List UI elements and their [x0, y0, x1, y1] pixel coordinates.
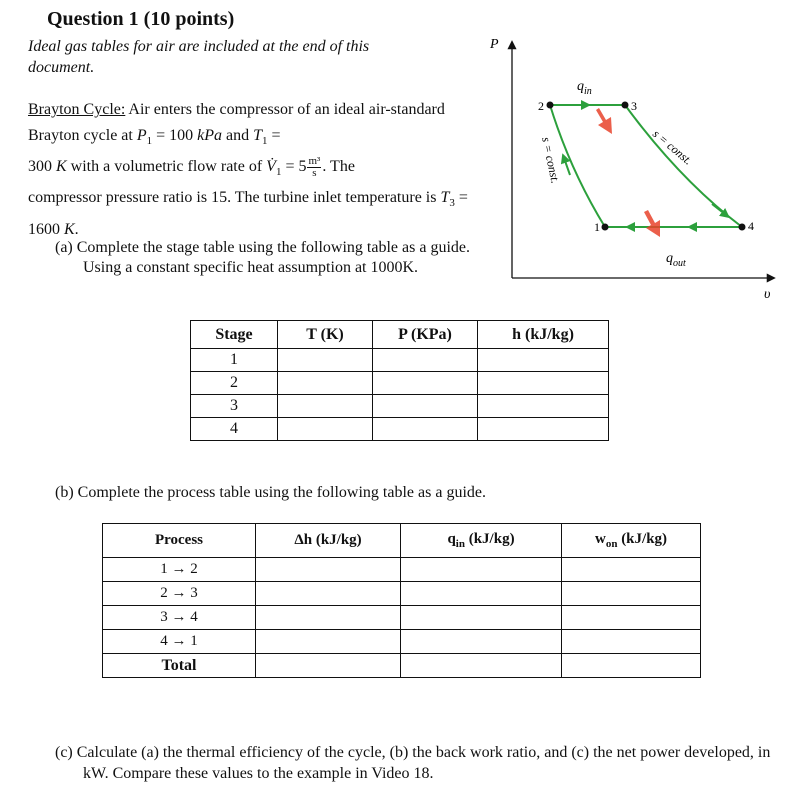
q-in-cell[interactable]	[401, 558, 562, 582]
question-intro: Ideal gas tables for air are included at the end of this document.	[28, 38, 370, 76]
t1-value: 300	[28, 158, 56, 176]
enthalpy-cell[interactable]	[478, 395, 609, 418]
state-label-2: 2	[538, 99, 544, 113]
end-period: .	[74, 220, 79, 238]
pressure-cell[interactable]	[373, 418, 478, 441]
q-in-subscript: in	[584, 86, 592, 97]
w-on-total-cell[interactable]	[562, 654, 701, 678]
header-delta-h: Δh (kJ/kg)	[256, 524, 401, 558]
pressure-cell[interactable]	[373, 372, 478, 395]
p-axis-label: P	[490, 37, 499, 52]
header-w-on	[562, 524, 701, 558]
part-c-text: (c) Calculate (a) the thermal efficiency of the cycle, (b) the back work ratio, and (c) the net power developed, in kW. Compare these values to the example in Video 18.	[55, 744, 771, 782]
q-in-symbol: q	[577, 79, 584, 94]
t1-equals: =	[267, 127, 281, 144]
p1-value: = 100	[152, 127, 198, 144]
problem-heading: Brayton Cycle:	[28, 101, 126, 118]
problem-line1: Air enters the compressor of an ideal air-standard Brayton cycle at	[28, 101, 445, 144]
table-row	[103, 606, 701, 630]
table-row	[191, 372, 609, 395]
q-subscript: in	[455, 538, 465, 550]
q-in-cell[interactable]	[401, 582, 562, 606]
part-a-text: (a) Complete the stage table using the following table as a guide. Using a constant specific heat assumption at 1000K.	[55, 239, 470, 276]
stage-table-header	[191, 321, 609, 349]
process-label: 4 → 1	[103, 630, 256, 654]
process-label: 1 → 2	[103, 558, 256, 582]
process-label: 2 → 3	[103, 582, 256, 606]
stage-number: 1	[191, 349, 278, 372]
question-title: Question 1 (10 points)	[47, 8, 235, 30]
t1-symbol: T	[253, 127, 263, 144]
p1-subscript: 1	[146, 135, 153, 148]
s-const-left-label: s = const.	[539, 135, 563, 185]
delta-h-total-cell[interactable]	[256, 654, 401, 678]
table-row	[191, 349, 609, 372]
t3-unit: K	[64, 220, 75, 238]
problem-statement	[28, 97, 483, 243]
delta-h-cell[interactable]	[256, 606, 401, 630]
v1-unit-numerator: m³	[308, 155, 321, 168]
table-row	[191, 395, 609, 418]
table-row	[191, 418, 609, 441]
w-on-cell[interactable]	[562, 582, 701, 606]
v1-unit-fraction	[307, 156, 321, 179]
pressure-cell[interactable]	[373, 395, 478, 418]
w-on-cell[interactable]	[562, 630, 701, 654]
t3-subscript: 3	[449, 197, 455, 210]
state-label-1: 1	[594, 220, 600, 234]
state-point-3	[622, 102, 629, 109]
table-row	[103, 630, 701, 654]
t1-unit: K	[56, 158, 67, 176]
part-b-text: (b) Complete the process table using the following table as a guide.	[55, 484, 486, 501]
s-const-right-label: s = const.	[650, 126, 696, 168]
process-label: 3 → 4	[103, 606, 256, 630]
w-subscript: on	[605, 538, 618, 550]
stage-table	[190, 320, 609, 441]
the-text: . The	[322, 158, 355, 176]
flow-text: with a volumetric flow rate of	[66, 158, 267, 176]
enthalpy-cell[interactable]	[478, 349, 609, 372]
w-on-cell[interactable]	[562, 558, 701, 582]
state-point-2	[547, 102, 554, 109]
t1-subscript: 1	[262, 135, 268, 148]
q-out-symbol: q	[666, 251, 673, 266]
q-in-total-cell[interactable]	[401, 654, 562, 678]
delta-h-cell[interactable]	[256, 582, 401, 606]
arrow-1-2	[564, 158, 570, 175]
and-text: and	[222, 127, 254, 144]
stage-number: 4	[191, 418, 278, 441]
temperature-cell[interactable]	[278, 349, 373, 372]
enthalpy-cell[interactable]	[478, 372, 609, 395]
state-label-4: 4	[748, 219, 754, 233]
header-process: Process	[103, 524, 256, 558]
q-in-arrow	[596, 108, 612, 134]
w-on-cell[interactable]	[562, 606, 701, 630]
process-table-header	[103, 524, 701, 558]
part-a-instructions	[55, 238, 485, 278]
ratio-text: compressor pressure ratio is 15. The turbine inlet temperature is	[28, 189, 441, 207]
enthalpy-cell[interactable]	[478, 418, 609, 441]
q-symbol: q	[447, 531, 456, 547]
header-enthalpy: h (kJ/kg)	[478, 321, 609, 349]
total-label: Total	[103, 654, 256, 678]
header-temperature: T (K)	[278, 321, 373, 349]
temperature-cell[interactable]	[278, 395, 373, 418]
q-in-cell[interactable]	[401, 606, 562, 630]
v1-symbol: V̇	[266, 158, 276, 176]
q-out-label	[666, 251, 686, 269]
stage-number: 2	[191, 372, 278, 395]
p1-unit: kPa	[197, 127, 223, 144]
arrow-3-4	[712, 204, 726, 215]
v1-subscript: 1	[275, 166, 282, 179]
pv-diagram	[480, 30, 780, 300]
t3-symbol: T	[440, 189, 450, 207]
process-3-4-line	[625, 105, 742, 227]
temperature-cell[interactable]	[278, 418, 373, 441]
delta-h-cell[interactable]	[256, 558, 401, 582]
v1-value: = 5	[281, 158, 307, 176]
process-table	[102, 523, 701, 678]
w-unit: (kJ/kg)	[617, 531, 668, 547]
table-row-total	[103, 654, 701, 678]
header-q-in	[401, 524, 562, 558]
delta-h-cell[interactable]	[256, 630, 401, 654]
q-out-arrow	[644, 210, 660, 237]
p1-symbol: P	[136, 127, 147, 144]
state-point-4	[739, 224, 746, 231]
q-out-subscript: out	[673, 258, 686, 269]
w-symbol: w	[594, 531, 606, 547]
v-axis-label: υ	[764, 287, 771, 300]
pressure-cell[interactable]	[373, 349, 478, 372]
t3-value: = 1600	[28, 189, 468, 238]
v1-unit-denominator: s	[312, 167, 317, 180]
table-row	[103, 558, 701, 582]
state-label-3: 3	[631, 99, 637, 113]
q-in-label	[577, 79, 592, 97]
temperature-cell[interactable]	[278, 372, 373, 395]
header-pressure: P (KPa)	[373, 321, 478, 349]
state-point-1	[602, 224, 609, 231]
table-row	[103, 582, 701, 606]
q-in-cell[interactable]	[401, 630, 562, 654]
q-unit: (kJ/kg)	[464, 531, 515, 547]
header-stage: Stage	[191, 321, 278, 349]
stage-number: 3	[191, 395, 278, 418]
